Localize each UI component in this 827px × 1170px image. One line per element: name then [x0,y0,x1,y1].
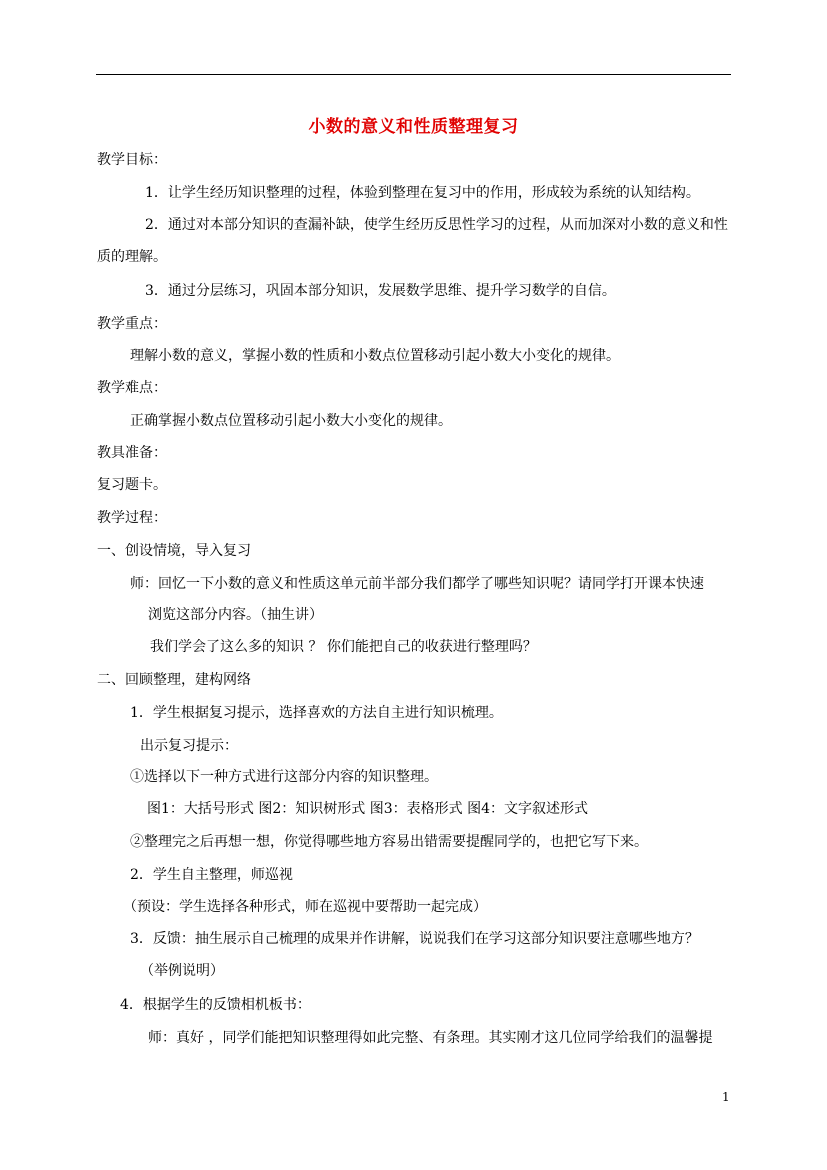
text-line: 教学目标： [97,152,167,168]
page-number: 1 [722,1090,730,1104]
text-line: 出示复习提示： [140,738,238,754]
header-rule [96,74,731,75]
text-line: 教学重点： [97,316,167,332]
text-line: 教学过程： [97,510,167,526]
text-line: 质的理解。 [97,249,167,265]
text-line: 2．通过对本部分知识的查漏补缺，使学生经历反思性学习的过程，从而加深对小数的意义和性 [145,217,728,233]
text-line: 一、创设情境，导入复习 [97,543,251,559]
text-line: 正确掌握小数点位置移动引起小数大小变化的规律。 [130,413,452,429]
text-line: （预设：学生选择各种形式，师在巡视中要帮助一起完成） [123,899,487,915]
text-line: ①选择以下一种方式进行这部分内容的知识整理。 [130,769,438,785]
text-line: 2．学生自主整理，师巡视 [130,867,293,883]
text-line: 理解小数的意义，掌握小数的性质和小数点位置移动引起小数大小变化的规律。 [130,348,620,364]
text-line: 教学难点： [97,380,167,396]
text-line: 1．让学生经历知识整理的过程，体验到整理在复习中的作用，形成较为系统的认知结构。 [145,185,700,201]
text-line: 师：真好 ，同学们能把知识整理得如此完整、有条理。其实刚才这几位同学给我们的温馨提 [148,1030,713,1046]
text-line: 4．根据学生的反馈相机板书： [120,997,311,1013]
text-line: 1．学生根据复习提示，选择喜欢的方法自主进行知识梳理。 [130,705,503,721]
text-line: 3．通过分层练习，巩固本部分知识，发展数学思维、提升学习数学的自信。 [145,283,616,299]
text-line: 图1：大括号形式 图2：知识树形式 图3：表格形式 图4：文字叙述形式 [147,801,588,817]
document-title: 小数的意义和性质整理复习 [308,117,519,137]
text-line: ②整理完之后再想一想，你觉得哪些地方容易出错需要提醒同学的，也把它写下来。 [130,834,648,850]
text-line: 教具准备： [97,445,167,461]
text-line: 复习题卡。 [97,477,167,493]
text-line: 浏览这部分内容。（抽生讲） [148,607,323,623]
text-line: 我们学会了这么多的知识 ？ 你们能把自己的收获进行整理吗？ [150,639,537,655]
text-line: 3．反馈：抽生展示自己梳理的成果并作讲解，说说我们在学习这部分知识要注意哪些地方？ [130,931,699,947]
text-line: 二、回顾整理，建构网络 [97,672,251,688]
text-line: 师：回忆一下小数的意义和性质这单元前半部分我们都学了哪些知识呢？请同学打开课本快速 [130,576,704,592]
text-line: （举例说明） [140,963,224,979]
